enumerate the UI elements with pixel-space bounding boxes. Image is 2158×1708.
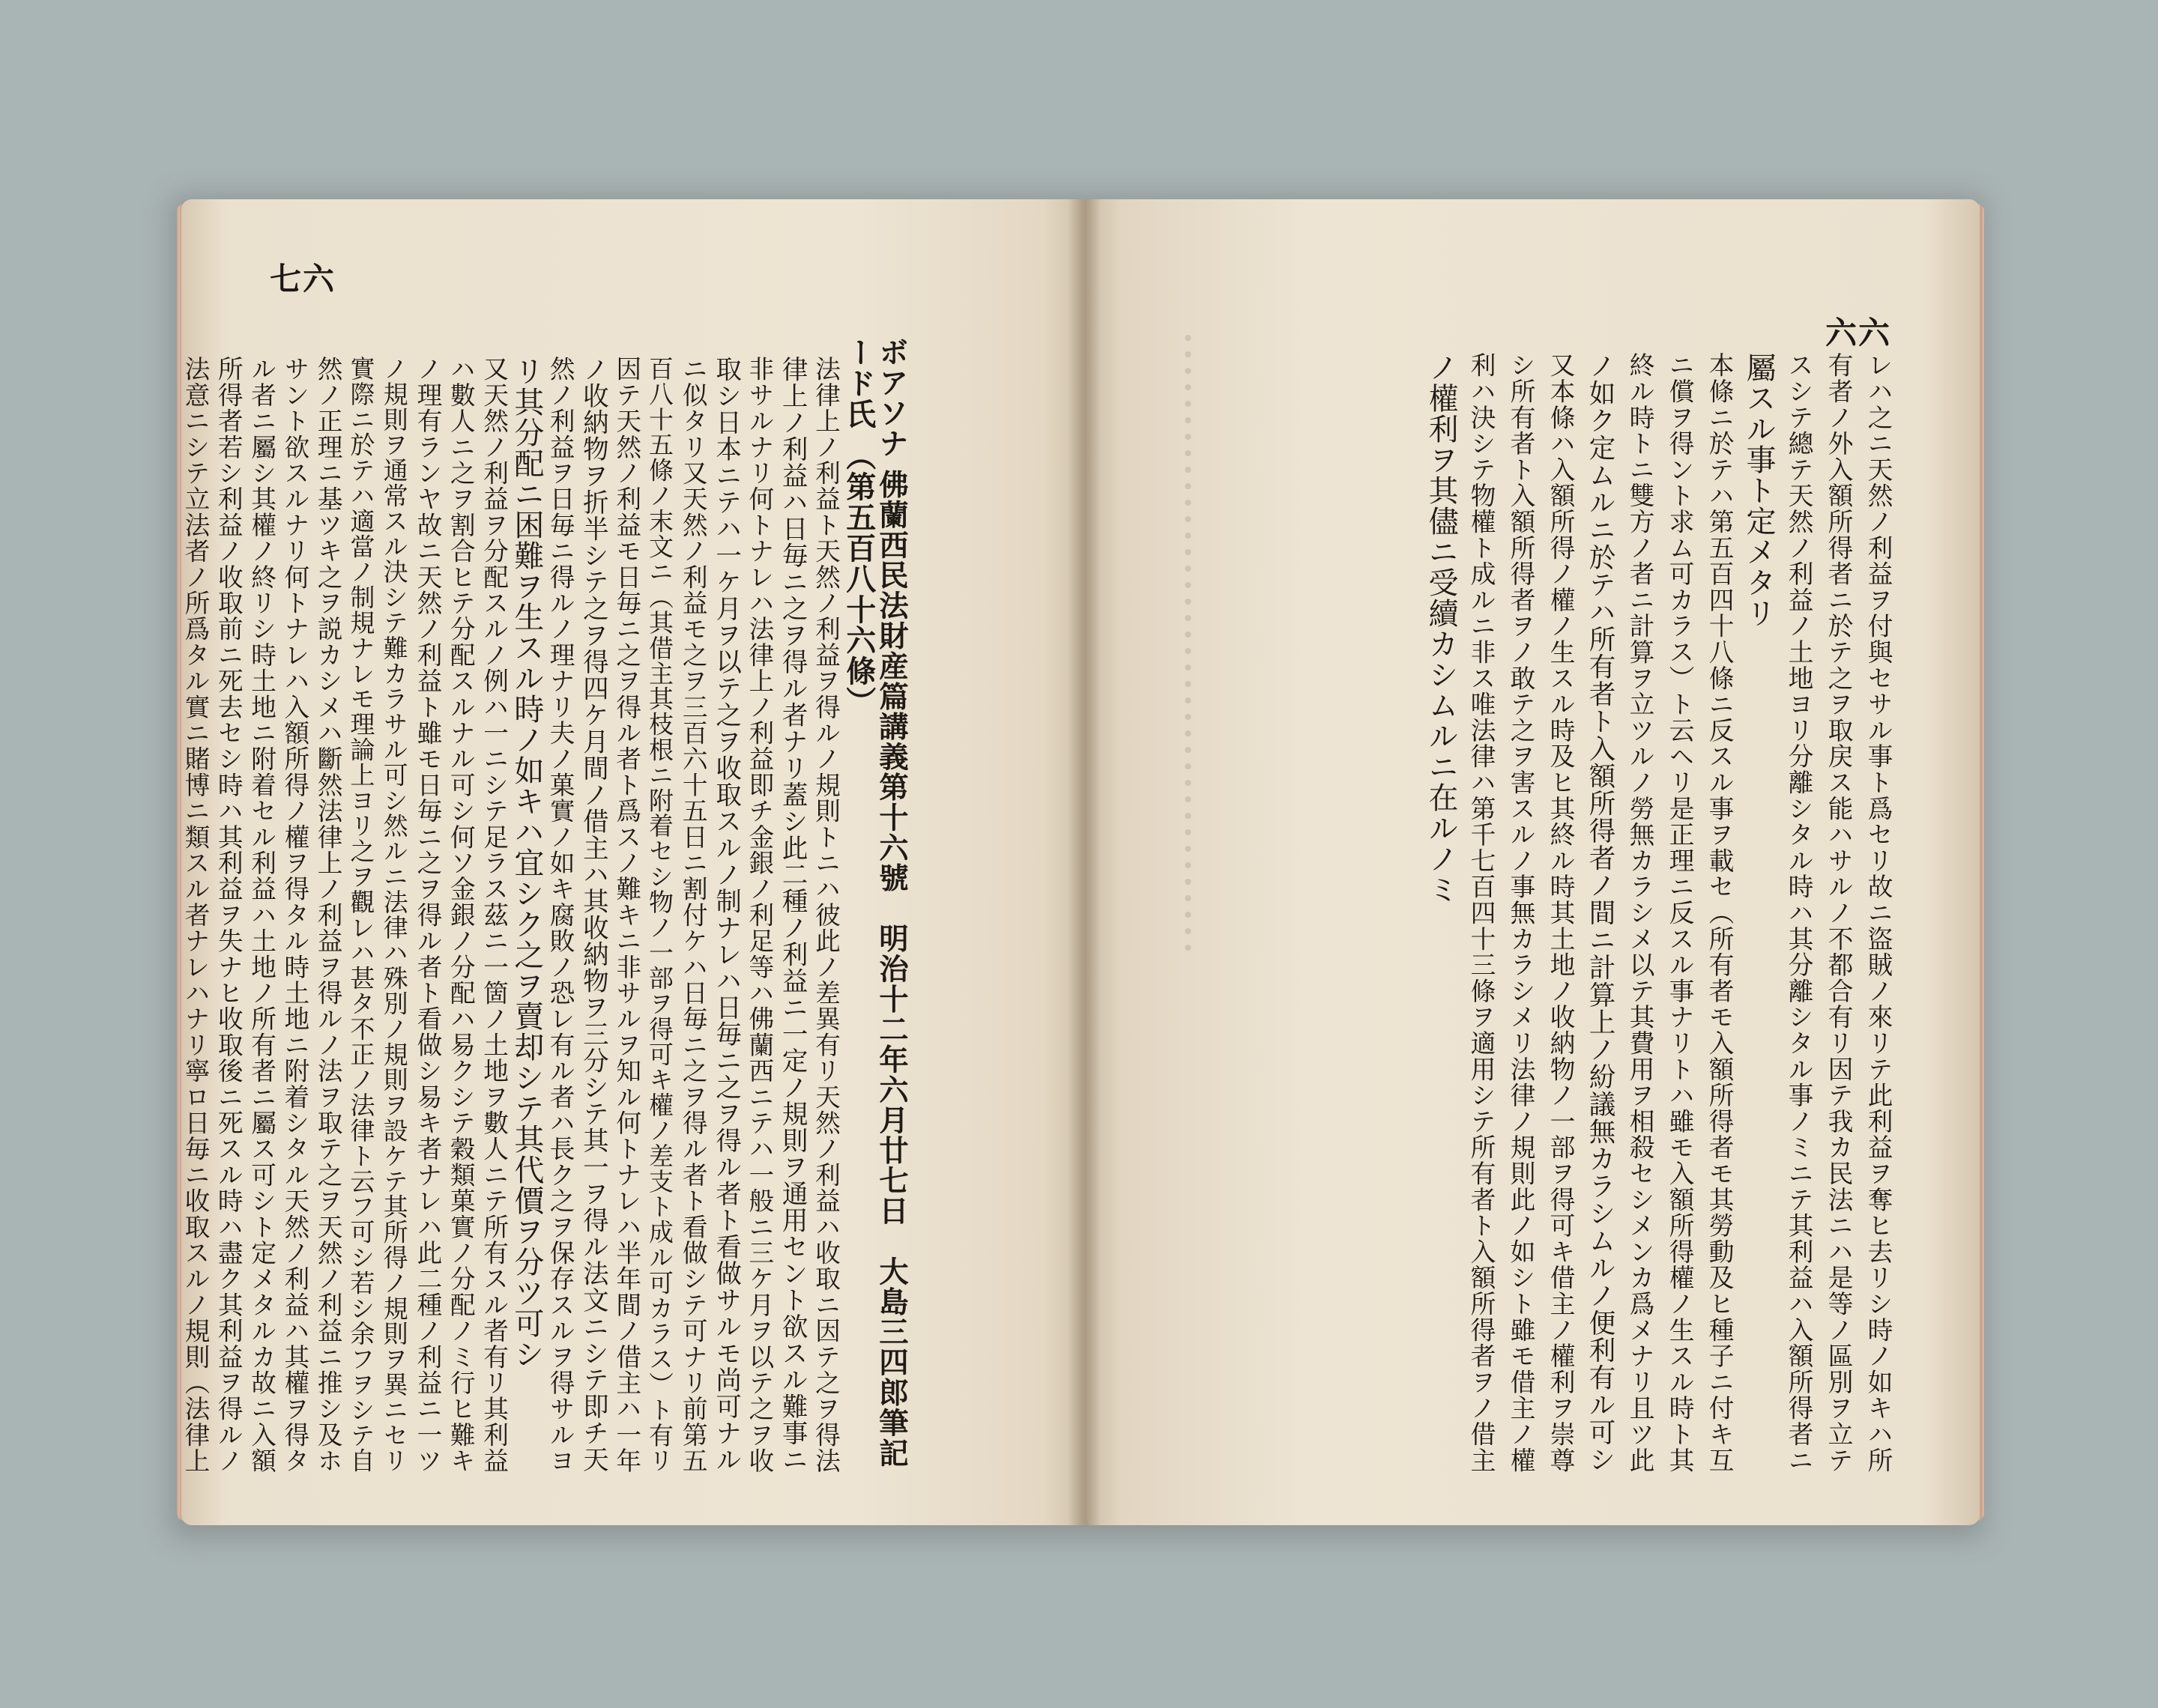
right-text-column: ニ償ヲ得ント求ム可カラス）ト云ヘリ是正理ニ反スル事ナリトハ雖モ入額所得權ノ生スル時ト其 [1665, 352, 1694, 1474]
left-text-column: ノ規則ヲ通常スル決シテ難カラサル可シ然ルニ法律ハ殊別ノ規則ヲ設ケテ其所得ノ規則ヲ異ニセリ [379, 356, 409, 1474]
book-gutter [1068, 199, 1101, 1525]
right-text-column: シ所有者ト入額所得者ヲノ敢テ之ヲ害スルノ事無カラシメリ法律ノ規則此ノ如シト雖モ借主ノ權 [1506, 352, 1535, 1474]
left-text-column: ハ數人ニ之ヲ割合ヒテ分配スルナル可シ何ソ金銀ノ分配ハ易クシテ穀類菓實ノ分配ノミ行ヒ難キ [446, 356, 476, 1474]
left-text-column: ル者ニ屬シ其權ノ終リシ時土地ニ附着セル利益ハ土地ノ所有者ニ屬ス可シト定メタルカ故ニ入額 [247, 356, 276, 1474]
right-text-column: 又本條ハ入額所得ノ權ノ生スル時及ヒ其終ル時其土地ノ收納物ノ一部ヲ得可キ借主ノ權利ヲ崇尊 [1546, 352, 1575, 1474]
left-text-column: 法意ニシテ立法者ノ所爲タル實ニ賭博ニ類スル者ナレハナリ寧ロ日毎ニ收取スルノ規則（法律上 [181, 356, 210, 1474]
right-page-number: 六六 [1825, 315, 1892, 351]
left-text-column: ノ收納物ヲ折半シテ之ヲ得四ケ月間ノ借主ハ其收納物ヲ三分シテ其一ヲ得ル法文ニシテ即チ天 [578, 356, 608, 1473]
bleed-through-text [1169, 330, 1211, 956]
left-text-column: 然ノ正理ニ基ツキ之ヲ説カシメハ斷然法律上ノ利益ヲ得ルノ法ヲ取テ之ヲ天然ノ利益ニ推シ及ホ [313, 356, 343, 1474]
left-text-column: 律上ノ利益ハ日毎ニ之ヲ得ル者ナリ蓋シ此二種ノ利益ニ一定ノ規則ヲ通用セント欲スル難事ニ [777, 356, 808, 1473]
right-text-column: スシテ總テ天然ノ利益ノ土地ヨリ分離シタル時ハ其分離シタル事ノミニテ其利益ハ入額所得者ニ [1784, 352, 1813, 1474]
right-text-column: ノ權利ヲ其儘ニ受續カシムルニ在ルノミ [1424, 352, 1458, 905]
left-text-column: 實際ニ於テハ適當ノ制規ナレモ理論上ヨリ之ヲ觀レハ甚タ不正ノ法律ト云フ可シ若シ余フヲシテ自 [346, 356, 376, 1474]
left-text-column: ノ理有ランヤ故ニ天然ノ利益ト雖モ日毎ニ之ヲ得ル者ト看做シ易キ者ナレハ此二種ノ利益ニ一ツ [413, 356, 442, 1474]
right-text-column: レハ之ニ天然ノ利益ヲ付與セサル事ト爲セリ故ニ盜賊ノ來リテ此利益ヲ奪ヒ去リシ時ノ如キハ所 [1864, 352, 1893, 1474]
left-text-column: 法律上ノ利益ト天然ノ利益ヲ得ルノ規則トニハ彼此ノ差異有リ天然ノ利益ハ收取ニ因テ之ヲ得法 [811, 356, 841, 1474]
left-text-column: ニ似タリ又天然ノ利益モ之ヲ三百六十五日ニ割付ケハ日毎ニ之ヲ得ル者ト看做シテ可ナリ前第五 [678, 356, 708, 1474]
left-text-column: 又天然ノ利益ヲ分配スルノ例ハ一ニシテ足ラス茲ニ一箇ノ土地ヲ數人ニテ所有スル者有リ其利益 [479, 356, 509, 1474]
right-text-column: ノ如ク定ムルニ於テハ所有者ト入額所得者ノ間ニ計算上ノ紛議無カラシムルノ便利有ル可シ [1585, 352, 1616, 1474]
left-text-column: リ其分配ニ困難ヲ生スル時ノ如キハ宜シク之ヲ賣却シテ其代價ヲ分ツ可シ [509, 356, 544, 1369]
right-text-column: 有者ノ外入額所得者ニ於テ之ヲ取戻ス能ハサルノ不都合有リ因テ我カ民法ニハ是等ノ區別ヲ立テ [1824, 352, 1853, 1474]
right-text-column: 本條ニ於テハ第五百四十八條ニ反スル事ヲ載セ（所有者モ入額所得者モ其勞動及ヒ種子ニ付キ互 [1705, 352, 1734, 1474]
left-text-column: 因テ天然ノ利益モ日毎ニ之ヲ得ル者ト爲スノ難キニ非サルヲ知ル何トナレハ半年間ノ借主ハ一年 [611, 356, 641, 1474]
bleed-through-line: ･･････････････････････････････････････ [1170, 330, 1209, 956]
left-page-header-article: ード氏 （第五百八十六條） [841, 337, 877, 717]
right-text-column: 終ル時トニ雙方ノ者ニ計算ヲ立ツルノ勞無カラシメ以テ其費用ヲ相殺セシメンカ爲メナリ且ツ此 [1625, 352, 1654, 1474]
left-page-number: 七六 [270, 261, 336, 297]
left-text-column: 百八十五條ノ末文ニ（其借主其枝根ニ附着セシ物ノ一部ヲ得可キ權ノ差支ト成ル可カラス）ト有リ [645, 356, 674, 1474]
left-text-column: 非サルナリ何トナレハ法律上ノ利益即チ金銀ノ利足等ハ佛蘭西ニテハ一般ニ三ケ月ヲ以テ之ヲ收 [744, 356, 774, 1474]
left-text-column: 取シ日本ニテハ一ケ月ヲ以テ之ヲ收取スルノ制ナレハ日毎ニ之ヲ得ル者ト看做サルモ尚可ナル [710, 356, 741, 1473]
left-page-header-title: ボアソナ 佛蘭西民法財産篇講義第十六號 明治十二年六月廿七日 大島三四郎筆記 [874, 337, 909, 1468]
left-text-column: 然ノ利益ヲ日毎ニ得ルノ理ナリ夫ノ菓實ノ如キ腐敗ノ恐レ有ル者ハ長ク之ヲ保存スルヲ得サルヨ [545, 356, 575, 1474]
right-text-column: 屬スル事ト定メタリ [1741, 352, 1776, 629]
left-text-column: サント欲スルナリ何トナレハ入額所得ノ權ヲ得タル時土地ニ附着シタル天然ノ利益ハ其權ヲ得タ [279, 356, 309, 1474]
left-text-column: 所得者若シ利益ノ收取前ニ死去セシ時ハ其利益ヲ失ナヒ收取後ニ死スル時ハ盡ク其利益ヲ得ルノ [214, 356, 244, 1474]
right-text-column: 利ハ決シテ物權ト成ルニ非ス唯法律ハ第千七百四十三條ヲ適用シテ所有者ト入額所得者ヲノ借主 [1466, 352, 1496, 1474]
